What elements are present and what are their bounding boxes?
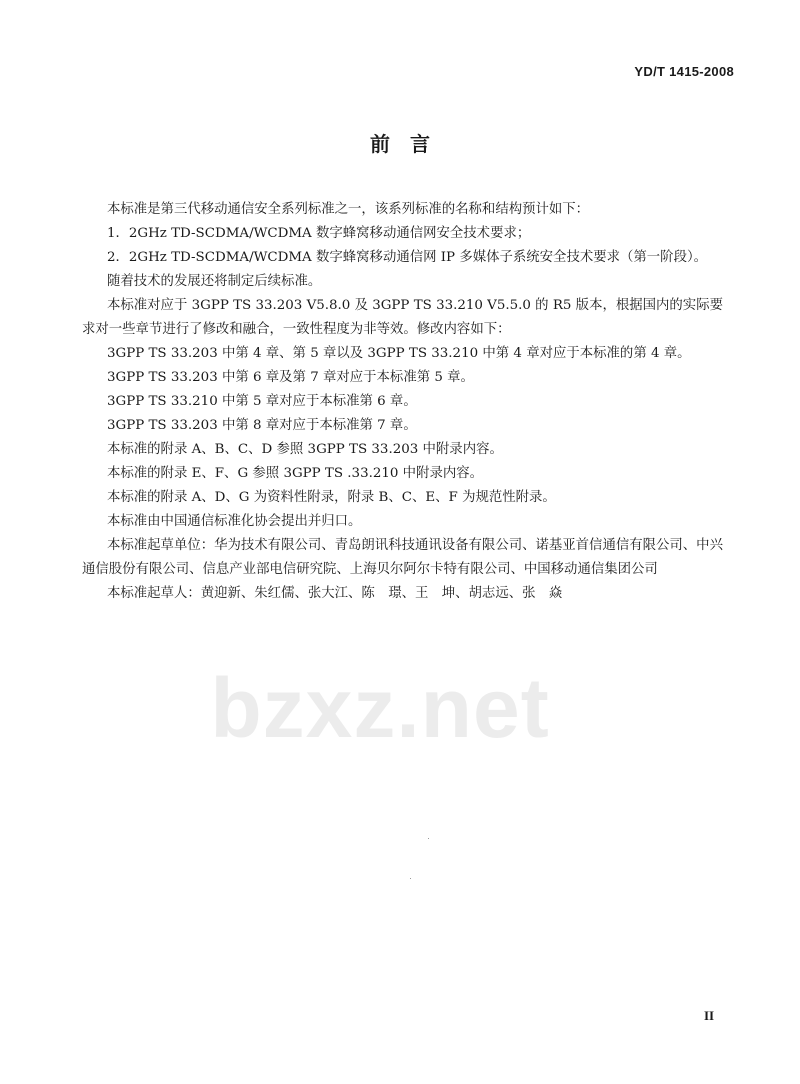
scan-speck (410, 878, 411, 879)
paragraph: 随着技术的发展还将制定后续标准。 (107, 274, 322, 289)
document-body (82, 198, 732, 606)
paragraph: 本标准由中国通信标准化协会提出并归口。 (107, 514, 362, 529)
scan-speck (428, 838, 429, 839)
paragraph: 本标准起草单位：华为技术有限公司、青岛朗讯科技通讯设备有限公司、诺基亚首信通信有限公司、中兴通信股份有限公司、信息产业部电信研究院、上海贝尔阿尔卡特有限公司、中国移动通信集团公司 (82, 538, 723, 577)
paragraph: 1．2GHz TD-SCDMA/WCDMA 数字蜂窝移动通信网安全技术要求； (107, 226, 531, 241)
paragraph: 本标准对应于 3GPP TS 33.203 V5.8.0 及 3GPP TS 33.210 V5.5.0 的 R5 版本，根据国内的实际要求对一些章节进行了修改和融合，一致性程度为非等效。修改内容如下： (82, 298, 723, 337)
paragraph: 3GPP TS 33.203 中第 6 章及第 7 章对应于本标准第 5 章。 (107, 370, 474, 385)
standard-number-header: YD/T 1415-2008 (634, 64, 734, 79)
watermark: bzxz.net (210, 661, 550, 755)
page-number: II (704, 1008, 715, 1023)
paragraph: 3GPP TS 33.203 中第 4 章、第 5 章以及 3GPP TS 33.210 中第 4 章对应于本标准的第 4 章。 (107, 346, 691, 361)
paragraph: 本标准的附录 A、B、C、D 参照 3GPP TS 33.203 中附录内容。 (107, 442, 503, 457)
paragraph: 3GPP TS 33.210 中第 5 章对应于本标准第 6 章。 (107, 394, 417, 409)
paragraph: 2．2GHz TD-SCDMA/WCDMA 数字蜂窝移动通信网 IP 多媒体子系统安全技术要求（第一阶段）。 (107, 250, 708, 265)
page-title: 前 言 (370, 132, 430, 156)
paragraph: 本标准的附录 A、D、G 为资料性附录，附录 B、C、E、F 为规范性附录。 (107, 490, 556, 505)
paragraph: 本标准的附录 E、F、G 参照 3GPP TS .33.210 中附录内容。 (107, 466, 484, 481)
paragraph: 3GPP TS 33.203 中第 8 章对应于本标准第 7 章。 (107, 418, 417, 433)
paragraph: 本标准起草人：黄迎新、朱红儒、张大江、陈 璟、王 坤、胡志远、张 焱 (107, 586, 563, 601)
paragraph: 本标准是第三代移动通信安全系列标准之一，该系列标准的名称和结构预计如下： (107, 202, 590, 217)
